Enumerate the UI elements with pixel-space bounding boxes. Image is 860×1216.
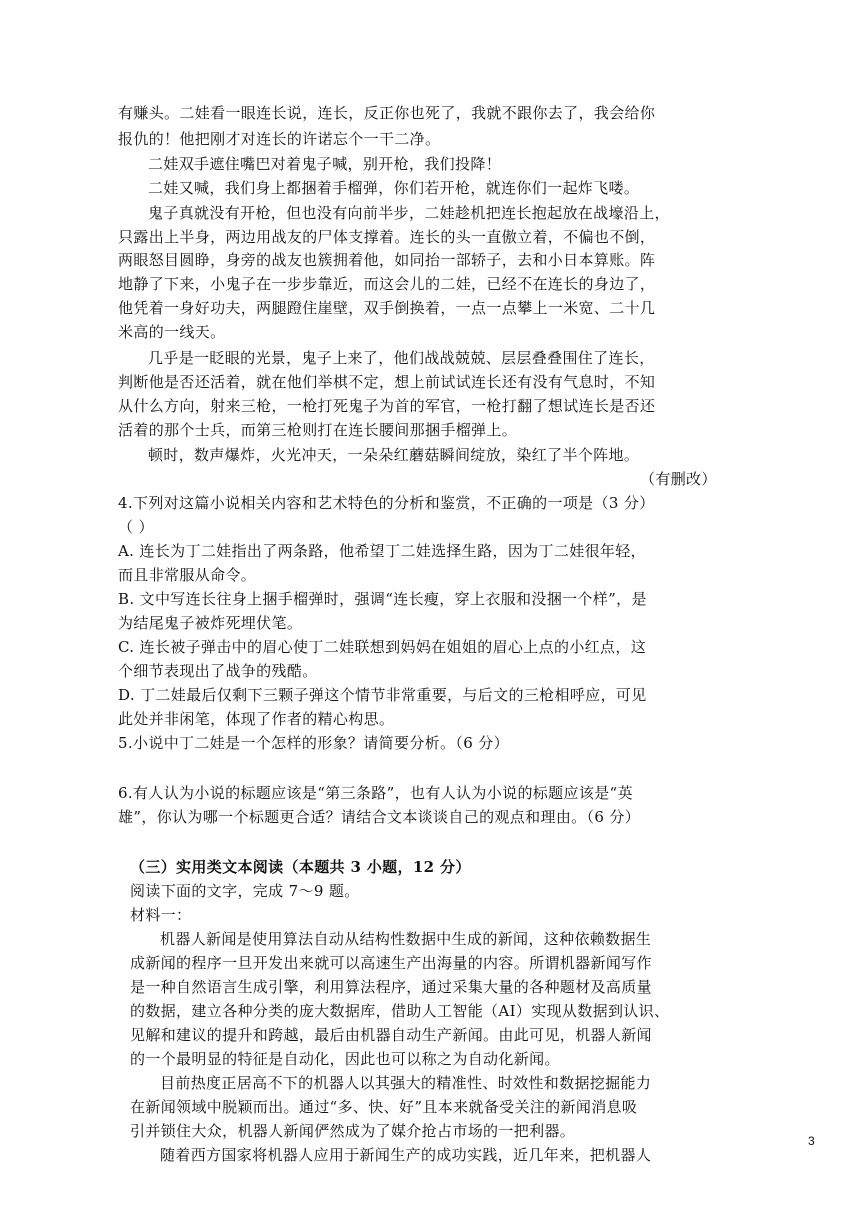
story-line: 鬼子真就没有开枪，但也没有向前半步，二娃趁机把连长抱起放在战壕沿上，	[148, 204, 670, 222]
section-heading: （三）实用类文本阅读（本题共 3 小题，12 分）	[130, 858, 471, 876]
material-line: 引并锁住大众，机器人新闻俨然成为了媒介抢占市场的一把利器。	[130, 1122, 576, 1140]
material-line: 的一个最明显的特征是自动化，因此也可以称之为自动化新闻。	[130, 1050, 560, 1068]
story-line: 两眼怒目圆睁，身旁的战友也簇拥着他，如同抬一部轿子，去和小日本算账。阵	[118, 251, 656, 269]
question-6: 6.有人认为小说的标题应该是“第三条路”，也有人认为小说的标题应该是“英	[118, 784, 633, 802]
option-b: 为结尾鬼子被炸死埋伏笔。	[118, 614, 303, 632]
option-c: 个细节表现出了战争的残酷。	[118, 662, 318, 680]
source-note: （有删改）	[640, 470, 717, 488]
question-6: 雄”，你认为哪一个标题更合适？请结合文本谈谈自己的观点和理由。（6 分）	[118, 808, 641, 826]
story-line: 顿时，数声爆炸，火光冲天，一朵朵红蘑菇瞬间绽放，染红了半个阵地。	[148, 446, 640, 464]
section-instruction: 阅读下面的文字，完成 7～9 题。	[130, 882, 360, 900]
material-line: 随着西方国家将机器人应用于新闻生产的成功实践，近几年来，把机器人	[160, 1146, 652, 1164]
page-number: 3	[808, 1134, 815, 1148]
material-line: 的数据，建立各种分类的庞大数据库，借助人工智能（AI）实现从数据到认识、	[130, 1002, 670, 1020]
option-b: B. 文中写连长往身上捆手榴弹时，强调“连长瘦，穿上衣服和没捆一个样”，是	[118, 590, 647, 608]
option-d: D. 丁二娃最后仅剩下三颗子弹这个情节非常重要，与后文的三枪相呼应，可见	[118, 686, 647, 704]
option-a: 而且非常服从命令。	[118, 566, 257, 584]
material-line: 成新闻的程序一旦开发出来就可以高速生产出海量的内容。所谓机器新闻写作	[130, 954, 652, 972]
story-line: 判断他是否还活着，就在他们举棋不定，想上前试试连长还有没有气息时，不知	[118, 373, 656, 391]
question-5: 5.小说中丁二娃是一个怎样的形象？请简要分析。（6 分）	[118, 734, 509, 752]
question-4-answer-blank: （ ）	[118, 518, 154, 536]
story-line: 二娃双手遮住嘴巴对着鬼子喊，别开枪，我们投降！	[148, 155, 502, 173]
material-line: 见解和建议的提升和跨越，最后由机器自动生产新闻。由此可见，机器人新闻	[130, 1026, 652, 1044]
material-line: 机器人新闻是使用算法自动从结构性数据中生成的新闻，这种依赖数据生	[160, 930, 652, 948]
material-label: 材料一：	[130, 906, 192, 924]
story-line: 活着的那个士兵，而第三枪则打在连长腰间那捆手榴弹上。	[118, 421, 518, 439]
option-d: 此处并非闲笔，体现了作者的精心构思。	[118, 710, 395, 728]
question-4-stem: 4.下列对这篇小说相关内容和艺术特色的分析和鉴赏，不正确的一项是（3 分）	[118, 494, 655, 512]
story-line: 地静了下来，小鬼子在一步步靠近，而这会儿的二娃，已经不在连长的身边了，	[118, 275, 656, 293]
material-line: 目前热度正居高不下的机器人以其强大的精准性、时效性和数据挖掘能力	[160, 1074, 652, 1092]
story-line: 有赚头。二娃看一眼连长说，连长，反正你也死了，我就不跟你去了，我会给你	[118, 104, 656, 122]
material-line: 在新闻领域中脱颖而出。通过“多、快、好”且本来就备受关注的新闻消息吸	[130, 1098, 638, 1116]
material-line: 是一种自然语言生成引擎，利用算法程序，通过采集大量的各种题材及高质量	[130, 978, 652, 996]
option-a: A. 连长为丁二娃指出了两条路，他希望丁二娃选择生路，因为丁二娃很年轻，	[118, 542, 646, 560]
story-line: 米高的一线天。	[118, 323, 226, 341]
story-line: 只露出上半身，两边用战友的尸体支撑着。连长的头一直傲立着，不偏也不倒，	[118, 228, 656, 246]
story-line: 他凭着一身好功夫，两腿蹬住崖壁，双手倒换着，一点一点攀上一米宽、二十几	[118, 299, 656, 317]
story-line: 从什么方向，射来三枪，一枪打死鬼子为首的军官，一枪打翻了想试连长是否还	[118, 397, 656, 415]
story-line: 报仇的！他把刚才对连长的许诺忘个一干二净。	[118, 130, 441, 148]
story-line: 二娃又喊，我们身上都捆着手榴弹，你们若开枪，就连你们一起炸飞喽。	[148, 179, 640, 197]
option-c: C. 连长被子弹击中的眉心使丁二娃联想到妈妈在姐姐的眉心上点的小红点，这	[118, 638, 647, 656]
story-line: 几乎是一眨眼的光景，鬼子上来了，他们战战兢兢、层层叠叠围住了连长，	[148, 349, 655, 367]
